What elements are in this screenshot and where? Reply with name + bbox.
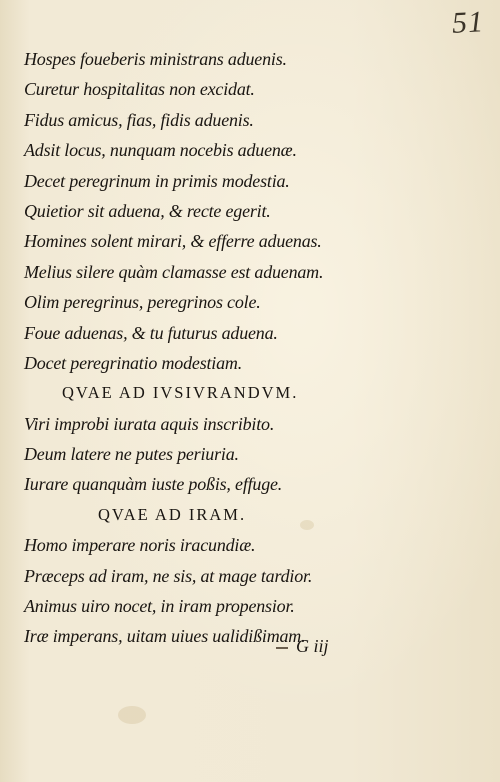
signature-dash [276, 647, 288, 649]
text-line: Præceps ad iram, ne sis, at mage tardior. [24, 565, 313, 586]
text-line: Curetur hospitalitas non excidat. [24, 79, 255, 100]
text-line: Iurare quanquàm iuste poßis, effuge. [24, 474, 283, 495]
text-line: Foue aduenas, & tu futurus aduena. [24, 322, 278, 343]
signature-mark [276, 636, 329, 657]
text-line: Hospes foueberis ministrans aduenis. [24, 49, 287, 69]
text-line: Melius silere quàm clamasse est aduenam. [24, 261, 324, 282]
text-line: Olim peregrinus, peregrinos cole. [24, 292, 261, 313]
text-line: Adsit locus, nunquam nocebis aduenæ. [24, 140, 297, 161]
paper-stain [118, 706, 146, 724]
text-line: Viri improbi iurata aquis inscribito. [24, 413, 275, 434]
section-heading: QVAE AD IVSIVRANDVM. [62, 383, 299, 403]
section-heading: QVAE AD IRAM. [98, 504, 247, 524]
signature-text: G iij [296, 636, 329, 656]
text-line: Fidus amicus, fias, fidis aduenis. [24, 109, 254, 130]
text-line: Docet peregrinatio modestiam. [24, 352, 242, 373]
text-line: Iræ imperans, uitam uiues ualidißimam. [24, 626, 306, 647]
text-line: Animus uiro nocet, in iram propensior. [24, 596, 295, 617]
text-line: Homines solent mirari, & efferre aduenas. [24, 231, 322, 252]
text-line: Decet peregrinum in primis modestia. [24, 170, 290, 191]
page-number: 51 [451, 5, 485, 40]
text-block [24, 44, 464, 652]
text-line: Quietior sit aduena, & recte egerit. [24, 200, 271, 221]
text-line: Homo imperare noris iracundiæ. [24, 535, 256, 556]
text-line: Deum latere ne putes periuria. [24, 444, 239, 465]
